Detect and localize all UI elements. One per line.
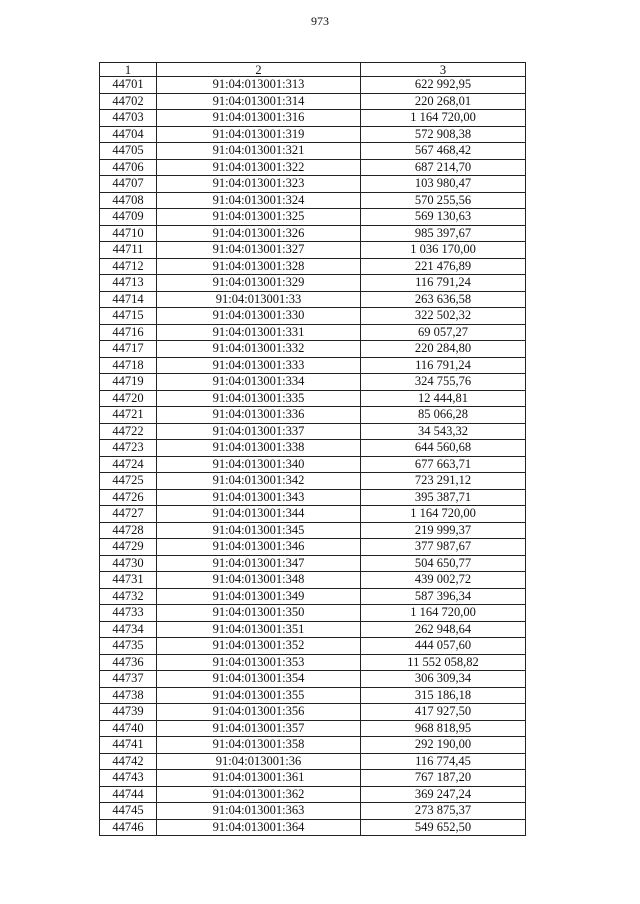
table-row — [100, 308, 526, 325]
cadastral-number-cell: 91:04:013001:325 — [157, 209, 361, 226]
value-cell: 439 002,72 — [361, 572, 526, 589]
value-cell: 116 791,24 — [361, 275, 526, 292]
table-row — [100, 176, 526, 193]
cadastral-number-cell: 91:04:013001:337 — [157, 423, 361, 440]
cadastral-number-cell: 91:04:013001:355 — [157, 687, 361, 704]
table-row — [100, 93, 526, 110]
row-number-cell: 44717 — [100, 341, 157, 358]
value-cell: 677 663,71 — [361, 456, 526, 473]
table-row — [100, 143, 526, 160]
value-cell: 417 927,50 — [361, 704, 526, 721]
row-number-cell: 44716 — [100, 324, 157, 341]
cadastral-number-cell: 91:04:013001:336 — [157, 407, 361, 424]
table-row — [100, 572, 526, 589]
row-number-cell: 44737 — [100, 671, 157, 688]
row-number-cell: 44702 — [100, 93, 157, 110]
table-row — [100, 638, 526, 655]
table-row — [100, 275, 526, 292]
value-cell: 69 057,27 — [361, 324, 526, 341]
cadastral-number-cell: 91:04:013001:330 — [157, 308, 361, 325]
row-number-cell: 44741 — [100, 737, 157, 754]
value-cell: 273 875,37 — [361, 803, 526, 820]
column-header-cadastral-number: 2 — [157, 63, 361, 77]
table-row — [100, 390, 526, 407]
cadastral-number-cell: 91:04:013001:329 — [157, 275, 361, 292]
cadastral-number-cell: 91:04:013001:347 — [157, 555, 361, 572]
value-cell: 315 186,18 — [361, 687, 526, 704]
row-number-cell: 44709 — [100, 209, 157, 226]
cadastral-number-cell: 91:04:013001:348 — [157, 572, 361, 589]
row-number-cell: 44708 — [100, 192, 157, 209]
value-cell: 263 636,58 — [361, 291, 526, 308]
cadastral-number-cell: 91:04:013001:326 — [157, 225, 361, 242]
cadastral-number-cell: 91:04:013001:362 — [157, 786, 361, 803]
table-row — [100, 126, 526, 143]
value-cell: 1 164 720,00 — [361, 506, 526, 523]
table-row — [100, 803, 526, 820]
row-number-cell: 44744 — [100, 786, 157, 803]
value-cell: 587 396,34 — [361, 588, 526, 605]
table-row — [100, 225, 526, 242]
table-row — [100, 819, 526, 836]
table-row — [100, 473, 526, 490]
table-row — [100, 159, 526, 176]
table-row — [100, 209, 526, 226]
cadastral-number-cell: 91:04:013001:335 — [157, 390, 361, 407]
table-row — [100, 737, 526, 754]
table-row — [100, 258, 526, 275]
header-row — [100, 63, 526, 77]
cadastral-number-cell: 91:04:013001:349 — [157, 588, 361, 605]
cadastral-number-cell: 91:04:013001:321 — [157, 143, 361, 160]
cadastral-number-cell: 91:04:013001:332 — [157, 341, 361, 358]
cadastral-number-cell: 91:04:013001:353 — [157, 654, 361, 671]
value-cell: 116 774,45 — [361, 753, 526, 770]
table-row — [100, 555, 526, 572]
table-row — [100, 374, 526, 391]
row-number-cell: 44735 — [100, 638, 157, 655]
row-number-cell: 44706 — [100, 159, 157, 176]
value-cell: 103 980,47 — [361, 176, 526, 193]
cadastral-number-cell: 91:04:013001:354 — [157, 671, 361, 688]
table-row — [100, 753, 526, 770]
row-number-cell: 44742 — [100, 753, 157, 770]
cadastral-number-cell: 91:04:013001:357 — [157, 720, 361, 737]
value-cell: 220 284,80 — [361, 341, 526, 358]
value-cell: 369 247,24 — [361, 786, 526, 803]
table-row — [100, 506, 526, 523]
row-number-cell: 44732 — [100, 588, 157, 605]
cadastral-number-cell: 91:04:013001:323 — [157, 176, 361, 193]
table-row — [100, 423, 526, 440]
row-number-cell: 44721 — [100, 407, 157, 424]
row-number-cell: 44720 — [100, 390, 157, 407]
value-cell: 395 387,71 — [361, 489, 526, 506]
value-cell: 1 036 170,00 — [361, 242, 526, 259]
value-cell: 504 650,77 — [361, 555, 526, 572]
table-row — [100, 291, 526, 308]
row-number-cell: 44714 — [100, 291, 157, 308]
value-cell: 262 948,64 — [361, 621, 526, 638]
value-cell: 644 560,68 — [361, 440, 526, 457]
cadastral-number-cell: 91:04:013001:327 — [157, 242, 361, 259]
cadastral-number-cell: 91:04:013001:36 — [157, 753, 361, 770]
value-cell: 567 468,42 — [361, 143, 526, 160]
value-cell: 968 818,95 — [361, 720, 526, 737]
row-number-cell: 44736 — [100, 654, 157, 671]
cadastral-number-cell: 91:04:013001:331 — [157, 324, 361, 341]
value-cell: 1 164 720,00 — [361, 605, 526, 622]
cadastral-number-cell: 91:04:013001:322 — [157, 159, 361, 176]
cadastral-number-cell: 91:04:013001:319 — [157, 126, 361, 143]
row-number-cell: 44731 — [100, 572, 157, 589]
table-row — [100, 77, 526, 94]
table-row — [100, 110, 526, 127]
value-cell: 221 476,89 — [361, 258, 526, 275]
value-cell: 220 268,01 — [361, 93, 526, 110]
row-number-cell: 44729 — [100, 539, 157, 556]
table-row — [100, 192, 526, 209]
table-row — [100, 242, 526, 259]
cadastral-number-cell: 91:04:013001:352 — [157, 638, 361, 655]
row-number-cell: 44734 — [100, 621, 157, 638]
cadastral-number-cell: 91:04:013001:358 — [157, 737, 361, 754]
cadastral-number-cell: 91:04:013001:338 — [157, 440, 361, 457]
cadastral-number-cell: 91:04:013001:316 — [157, 110, 361, 127]
table-row — [100, 407, 526, 424]
value-cell: 292 190,00 — [361, 737, 526, 754]
row-number-cell: 44713 — [100, 275, 157, 292]
row-number-cell: 44727 — [100, 506, 157, 523]
row-number-cell: 44722 — [100, 423, 157, 440]
registry-table — [99, 62, 526, 836]
cadastral-number-cell: 91:04:013001:344 — [157, 506, 361, 523]
cadastral-number-cell: 91:04:013001:342 — [157, 473, 361, 490]
value-cell: 569 130,63 — [361, 209, 526, 226]
cadastral-number-cell: 91:04:013001:33 — [157, 291, 361, 308]
cadastral-number-cell: 91:04:013001:314 — [157, 93, 361, 110]
value-cell: 622 992,95 — [361, 77, 526, 94]
table-row — [100, 621, 526, 638]
cadastral-number-cell: 91:04:013001:334 — [157, 374, 361, 391]
value-cell: 723 291,12 — [361, 473, 526, 490]
row-number-cell: 44745 — [100, 803, 157, 820]
table-row — [100, 605, 526, 622]
value-cell: 377 987,67 — [361, 539, 526, 556]
row-number-cell: 44730 — [100, 555, 157, 572]
row-number-cell: 44703 — [100, 110, 157, 127]
row-number-cell: 44733 — [100, 605, 157, 622]
cadastral-number-cell: 91:04:013001:346 — [157, 539, 361, 556]
cadastral-number-cell: 91:04:013001:328 — [157, 258, 361, 275]
value-cell: 85 066,28 — [361, 407, 526, 424]
table-row — [100, 588, 526, 605]
row-number-cell: 44738 — [100, 687, 157, 704]
cadastral-number-cell: 91:04:013001:364 — [157, 819, 361, 836]
row-number-cell: 44724 — [100, 456, 157, 473]
cadastral-number-cell: 91:04:013001:333 — [157, 357, 361, 374]
row-number-cell: 44705 — [100, 143, 157, 160]
row-number-cell: 44723 — [100, 440, 157, 457]
row-number-cell: 44725 — [100, 473, 157, 490]
cadastral-number-cell: 91:04:013001:356 — [157, 704, 361, 721]
table-row — [100, 687, 526, 704]
column-header-value: 3 — [361, 63, 526, 77]
table-row — [100, 522, 526, 539]
cadastral-number-cell: 91:04:013001:343 — [157, 489, 361, 506]
table-row — [100, 357, 526, 374]
row-number-cell: 44710 — [100, 225, 157, 242]
value-cell: 324 755,76 — [361, 374, 526, 391]
value-cell: 570 255,56 — [361, 192, 526, 209]
value-cell: 687 214,70 — [361, 159, 526, 176]
value-cell: 322 502,32 — [361, 308, 526, 325]
row-number-cell: 44704 — [100, 126, 157, 143]
table-row — [100, 539, 526, 556]
cadastral-number-cell: 91:04:013001:340 — [157, 456, 361, 473]
row-number-cell: 44719 — [100, 374, 157, 391]
value-cell: 34 543,32 — [361, 423, 526, 440]
value-cell: 985 397,67 — [361, 225, 526, 242]
page-number: 973 — [311, 14, 329, 28]
cadastral-number-cell: 91:04:013001:324 — [157, 192, 361, 209]
row-number-cell: 44707 — [100, 176, 157, 193]
table-row — [100, 456, 526, 473]
value-cell: 767 187,20 — [361, 770, 526, 787]
value-cell: 444 057,60 — [361, 638, 526, 655]
value-cell: 1 164 720,00 — [361, 110, 526, 127]
row-number-cell: 44743 — [100, 770, 157, 787]
row-number-cell: 44746 — [100, 819, 157, 836]
table-row — [100, 440, 526, 457]
table-row — [100, 720, 526, 737]
cadastral-number-cell: 91:04:013001:345 — [157, 522, 361, 539]
cadastral-number-cell: 91:04:013001:350 — [157, 605, 361, 622]
row-number-cell: 44728 — [100, 522, 157, 539]
value-cell: 11 552 058,82 — [361, 654, 526, 671]
row-number-cell: 44701 — [100, 77, 157, 94]
row-number-cell: 44711 — [100, 242, 157, 259]
cadastral-number-cell: 91:04:013001:361 — [157, 770, 361, 787]
row-number-cell: 44715 — [100, 308, 157, 325]
value-cell: 572 908,38 — [361, 126, 526, 143]
value-cell: 219 999,37 — [361, 522, 526, 539]
cadastral-number-cell: 91:04:013001:313 — [157, 77, 361, 94]
row-number-cell: 44726 — [100, 489, 157, 506]
value-cell: 549 652,50 — [361, 819, 526, 836]
table-row — [100, 489, 526, 506]
column-header-number: 1 — [100, 63, 157, 77]
row-number-cell: 44740 — [100, 720, 157, 737]
row-number-cell: 44718 — [100, 357, 157, 374]
cadastral-number-cell: 91:04:013001:351 — [157, 621, 361, 638]
value-cell: 306 309,34 — [361, 671, 526, 688]
table-row — [100, 704, 526, 721]
table-row — [100, 770, 526, 787]
table-row — [100, 654, 526, 671]
value-cell: 12 444,81 — [361, 390, 526, 407]
cadastral-number-cell: 91:04:013001:363 — [157, 803, 361, 820]
table-row — [100, 341, 526, 358]
table-row — [100, 671, 526, 688]
table-body — [100, 77, 526, 836]
value-cell: 116 791,24 — [361, 357, 526, 374]
table-row — [100, 324, 526, 341]
table-row — [100, 786, 526, 803]
row-number-cell: 44739 — [100, 704, 157, 721]
row-number-cell: 44712 — [100, 258, 157, 275]
